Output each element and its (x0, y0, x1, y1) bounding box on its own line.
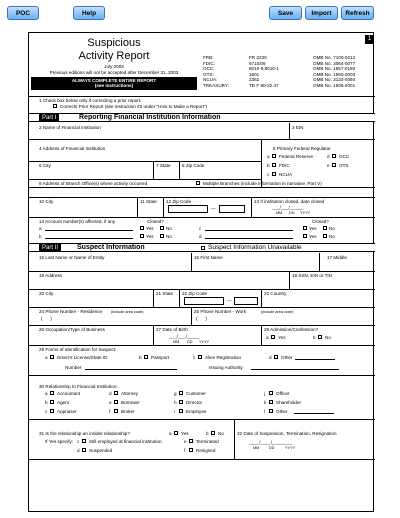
relationship-key: c (45, 409, 48, 414)
relationship-label: Officer (276, 391, 290, 396)
field2-label: 2 Name of Financial Institution (39, 125, 101, 130)
field6-label: 6 City (39, 163, 51, 168)
field29-label: 29 Forms of Identification for Suspect: (39, 347, 117, 352)
field25-hint: (include area code) (261, 310, 294, 314)
regulator-frb-checkbox[interactable] (272, 154, 276, 158)
relationship-checkbox[interactable] (114, 391, 118, 395)
account-d-yes-label: Yes (309, 234, 317, 239)
account-d-closed-no[interactable] (323, 234, 327, 238)
relationship-key: g (174, 391, 177, 396)
insider-no-label: No (218, 431, 224, 436)
dd-label-27: DD (187, 340, 193, 344)
agency-omb-number: OMB No. 3133-0094 (313, 77, 356, 83)
field31-label: 31 Is the relationship an insider relationship? (39, 431, 130, 436)
relationship-label: Agent (57, 400, 70, 405)
agency-form-number: FR 2230 (249, 55, 267, 60)
account-a-yes-label: Yes (146, 226, 154, 231)
corrects-prior-report-checkbox[interactable] (53, 104, 57, 108)
relationship-checkbox[interactable] (269, 409, 273, 413)
dd-label-13: DD (289, 211, 295, 215)
still-employed-label: Still employed at financial institution (89, 439, 162, 444)
relationship-label: Customer (186, 391, 206, 396)
multiple-branches-checkbox[interactable] (196, 181, 200, 185)
agency-omb-number: OMB No. 7100-0212 (313, 55, 356, 60)
import-button[interactable]: Import (305, 6, 338, 20)
yyyy-label-27: YYYY (199, 340, 210, 344)
relationship-key: f (109, 409, 111, 414)
account-a-no-label: No (166, 226, 172, 231)
relationship-label: Director (186, 400, 203, 405)
account-b-yes-label: Yes (146, 234, 154, 239)
field19-label: 19 SSN, EIN or TIN (292, 273, 332, 278)
sar-form-page: Suspicious Activity Report July 2003 Previous editions will not be accepted after December 31, 2003 ALWAYS COMPLETE ENTIRE REPORT (see instructions) 1 FRB: FR 2230 OMB No. 7100-0212 FDIC: 6710/06 OMB No. 3064-0077 OCC: 8010-9,8010-1 OMB No. 1557-0180 OTS: 1601 OMB No. 1550-0003 NCUA: 2362 OMB No. 3133-0094 TREASURY: TD F 90-22.47 OMB No. 1506-0001 1 Check box below only if correcting a prior report. Corrects Prior Report (see instruction #3 under "How to Make a Report") Part I Reporting Financial Institution Information 2 Name of Financial Institution 3 EIN 4 Address of Financial Institution 5 Primary Federal Regulator a Federal Reserve d OCC b FDIC e OTS c NCUA 6 City 7 State 8 Zip Code 9 Address of Branch Office(s) where activity occurred Multiple Branches (include information in narrative, Part V) 10 City 11 State 12 Zip Code 13 If institution closed, date closed — ___/___/_____ MM DD YYYY 14 Account number(s) affected, if any Closed? Closed? a Yes No c Yes No b Yes No d Yes No Part II Suspect Information Suspect Information Unavailable 15 Last Name or Name of Entity 16 First Name 17 Middle 18 Address 19 SSN, EIN or TIN 20 City 21 State 22 Zip Code — 23 Country 24 Phone Number - Residence (include area code) ( ) 25 Phone Number - Work (include area code) ( ) 26 Occupation/Type of Business 27 Date of Birth ___/___/_____ MM DD YYYY 28 Admission/Confession? a Yes b No 29 Forms of Identification for Suspect: a Driver's License/State ID b Passport c Alien Registration d Other Number Issuing Authority 30 Relationship to Financial Institution: a Accountant d Attorney g Customer j Officer b Agent e Borrower h Director k Shareholder c Appraiser f Broker i Employee l Other 31 Is the relationship an insider relationship? a Yes b No If Yes specify: c Still employed at financial institution e Terminated d Suspended f Resigned 32 Date of Suspension, Termination, Resignation ____/____/________ MM DD YYYY (28, 32, 374, 512)
form-header (29, 33, 199, 95)
field7-label: 7 State (156, 163, 171, 168)
field27-label: 27 Date of Birth (156, 327, 188, 332)
save-button[interactable]: Save (269, 6, 302, 20)
regulator-occ-checkbox[interactable] (332, 154, 336, 158)
dd-label-32: DD (269, 446, 275, 450)
field11-label: 11 State (140, 199, 157, 204)
form-edition-note: Previous editions will not be accepted after December 31, 2003 (49, 70, 179, 75)
confession-yes-label: Yes (278, 335, 286, 340)
regulator-ots-label: OTS (339, 163, 349, 168)
id-passport-checkbox[interactable] (144, 355, 148, 359)
account-c-yes-label: Yes (309, 226, 317, 231)
relationship-label: Borrower (121, 400, 140, 405)
relationship-key: b (45, 400, 48, 405)
zip-code-box-22[interactable] (184, 297, 224, 305)
id-alien-registration-label: Alien Registration (205, 355, 242, 360)
relationship-key: i (174, 409, 176, 414)
account-d-no-label: No (329, 234, 335, 239)
relationship-key: l (264, 409, 266, 414)
help-button[interactable]: Help (73, 6, 105, 20)
agency-name: OTS: (203, 71, 214, 77)
agency-name: NCUA: (203, 77, 218, 83)
form-title-line1: Suspicious (87, 37, 141, 49)
relationship-label: Other (276, 409, 288, 414)
field13-label: 13 If institution closed, date closed (254, 199, 325, 204)
terminated-label: Terminated (196, 439, 219, 444)
still-employed-checkbox[interactable] (82, 439, 86, 443)
account-b-closed-no[interactable] (160, 234, 164, 238)
suspect-unavailable-label: Suspect Information Unavailable (208, 244, 302, 251)
field22-label: 22 Zip Code (182, 291, 208, 296)
yyyy-label-32: YYYY (285, 446, 296, 450)
agency-form-number: 2362 (249, 77, 260, 83)
relationship-label: Employee (186, 409, 207, 414)
account-d-closed-yes[interactable] (303, 234, 307, 238)
agency-omb-number: OMB No. 1557-0180 (313, 66, 356, 72)
relationship-label: Attorney (121, 391, 139, 396)
field12-label: 12 Zip Code (166, 199, 192, 204)
relationship-checkbox[interactable] (269, 400, 273, 404)
zip-plus4-box-10[interactable] (219, 205, 245, 213)
field25-label: 25 Phone Number - Work (194, 309, 247, 314)
resigned-label: Resigned (196, 448, 216, 453)
confession-yes-checkbox[interactable] (271, 335, 275, 339)
confession-no-checkbox[interactable] (318, 335, 322, 339)
relationship-key: d (109, 391, 112, 396)
insider-yes-label: Yes (181, 431, 189, 436)
relationship-checkbox[interactable] (114, 409, 118, 413)
agency-name: OCC: (203, 66, 215, 72)
field3-label: 3 EIN (292, 125, 304, 130)
id-alien-registration-checkbox[interactable] (198, 355, 202, 359)
banner-line1: ALWAYS COMPLETE ENTIRE REPORT (71, 78, 157, 83)
mm-label-13: MM (276, 211, 283, 215)
id-drivers-license-label: Driver's License/State ID (57, 355, 108, 360)
relationship-checkbox[interactable] (269, 391, 273, 395)
account-a-closed-no[interactable] (160, 226, 164, 230)
page-number-badge: 1 (365, 35, 374, 44)
suspended-checkbox[interactable] (82, 448, 86, 452)
id-other-checkbox[interactable] (274, 355, 278, 359)
account-a-closed-yes[interactable] (140, 226, 144, 230)
relationship-checkbox[interactable] (50, 400, 54, 404)
regulator-ncua-checkbox[interactable] (272, 172, 276, 176)
field23-label: 23 Country (264, 291, 287, 296)
relationship-checkbox[interactable] (50, 391, 54, 395)
account-c-no-label: No (329, 226, 335, 231)
id-number-label: Number (65, 365, 82, 370)
account-b-no-label: No (166, 234, 172, 239)
field32-label: 32 Date of Suspension, Termination, Resignation (237, 431, 337, 436)
form-date: July 2003 (104, 64, 124, 69)
field20-label: 20 City (39, 291, 54, 296)
ein-input[interactable] (292, 130, 372, 137)
corrects-prior-report-label: Corrects Prior Report (see instruction #3 under "How to Make a Report") (60, 104, 208, 109)
relationship-checkbox[interactable] (179, 409, 183, 413)
regulator-ncua-label: NCUA (279, 172, 293, 177)
field18-label: 18 Address (39, 273, 62, 278)
account-c-closed-yes[interactable] (303, 226, 307, 230)
regulator-fdic-label: FDIC (279, 163, 290, 168)
banner-line2: (see instructions) (94, 83, 134, 89)
id-drivers-license-checkbox[interactable] (50, 355, 54, 359)
relationship-key: e (109, 400, 112, 405)
id-other-label: Other (281, 355, 293, 360)
regulator-fdic-checkbox[interactable] (272, 163, 276, 167)
agency-omb-number: OMB No. 1550-0003 (313, 71, 356, 77)
zip-plus4-box-22[interactable] (234, 297, 258, 305)
poc-button[interactable]: POC (7, 6, 39, 20)
regulator-ots-checkbox[interactable] (332, 163, 336, 167)
relationship-key: a (45, 391, 48, 396)
field17-label: 17 Middle (327, 255, 347, 260)
field9-label: 9 Address of Branch Office(s) where activity occurred (39, 181, 148, 186)
relationship-checkbox[interactable] (179, 400, 183, 404)
field10-label: 10 City (39, 199, 54, 204)
closed-label-left: Closed? (147, 219, 164, 224)
part2-label: Part II (39, 244, 61, 252)
field16-label: 16 First Name (194, 255, 223, 260)
confession-no-label: No (325, 335, 331, 340)
toolbar (0, 0, 400, 26)
insider-yes-checkbox[interactable] (174, 431, 178, 435)
field26-label: 26 Occupation/Type of Business (39, 327, 105, 332)
relationship-label: Broker (121, 409, 135, 414)
suspended-label: Suspended (89, 448, 113, 453)
part1-title: Reporting Financial Institution Information (79, 114, 221, 121)
field15-label: 15 Last Name or Name of Entity (39, 255, 105, 260)
agency-name: FRB: (203, 55, 214, 60)
regulator-frb-label: Federal Reserve (279, 154, 313, 159)
mm-label-27: MM (173, 340, 180, 344)
relationship-key: k (264, 400, 267, 405)
agency-name: TREASURY: (203, 83, 229, 88)
regulator-occ-label: OCC (339, 154, 350, 159)
part1-label: Part I (39, 114, 59, 122)
suspect-unavailable-checkbox[interactable] (201, 246, 205, 250)
form-title-line2: Activity Report (78, 50, 150, 62)
relationship-label: Shareholder (276, 400, 302, 405)
closed-label-right: Closed? (312, 219, 329, 224)
phone-work-input[interactable]: ( ) (196, 316, 207, 321)
item1-instruction: 1 Check box below only if correcting a prior report. (39, 98, 142, 103)
multiple-branches-label: Multiple Branches (include information in narrative, Part V) (203, 181, 322, 186)
agency-omb-number: OMB No. 3064-0077 (313, 60, 356, 66)
relationship-key: h (174, 400, 177, 405)
phone-residence-input[interactable]: ( ) (41, 316, 52, 321)
yyyy-label-13: YYYY (300, 211, 311, 215)
field24-label: 24 Phone Number - Residence (39, 309, 103, 314)
mm-label-32: MM (253, 446, 260, 450)
zip-code-box-10[interactable] (168, 205, 208, 213)
resigned-checkbox[interactable] (189, 448, 193, 452)
field5-label: 5 Primary Federal Regulator (273, 146, 331, 151)
relationship-key: j (264, 391, 266, 396)
terminated-checkbox[interactable] (189, 439, 193, 443)
agency-form-number: 6710/06 (249, 60, 266, 66)
field24-hint: (include area code) (111, 310, 144, 314)
field14-label: 14 Account number(s) affected, if any (39, 219, 116, 224)
if-yes-specify-label: If Yes specify: (45, 439, 74, 444)
relationship-checkbox[interactable] (179, 391, 183, 395)
relationship-checkbox[interactable] (114, 400, 118, 404)
agency-form-number: 8010-9,8010-1 (249, 66, 279, 72)
institution-name-input[interactable] (39, 130, 287, 137)
agency-omb-number: OMB No. 1506-0001 (313, 83, 356, 88)
field30-label: 30 Relationship to Financial Institution: (39, 384, 118, 389)
field28-label: 28 Admission/Confession? (264, 327, 319, 332)
field8-label: 8 Zip Code (182, 163, 205, 168)
agency-name: FDIC: (203, 60, 215, 66)
relationship-checkbox[interactable] (50, 409, 54, 413)
agency-form-number: 1601 (249, 71, 260, 77)
field4-label: 4 Address of Financial Institution (39, 146, 106, 151)
agency-form-number: TD F 90-22.47 (249, 83, 279, 88)
relationship-label: Accountant (57, 391, 80, 396)
part1-header (29, 113, 375, 122)
instruction-banner (31, 77, 197, 90)
relationship-label: Appraiser (57, 409, 77, 414)
account-c-closed-no[interactable] (323, 226, 327, 230)
refresh-button[interactable]: Refresh (341, 6, 374, 20)
insider-no-checkbox[interactable] (211, 431, 215, 435)
part2-title: Suspect Information (77, 244, 145, 251)
field21-label: 21 State (156, 291, 174, 296)
part2-header (29, 243, 375, 252)
issuing-authority-label: Issuing Authority (209, 365, 243, 370)
account-b-closed-yes[interactable] (140, 234, 144, 238)
id-passport-label: Passport (151, 355, 170, 360)
